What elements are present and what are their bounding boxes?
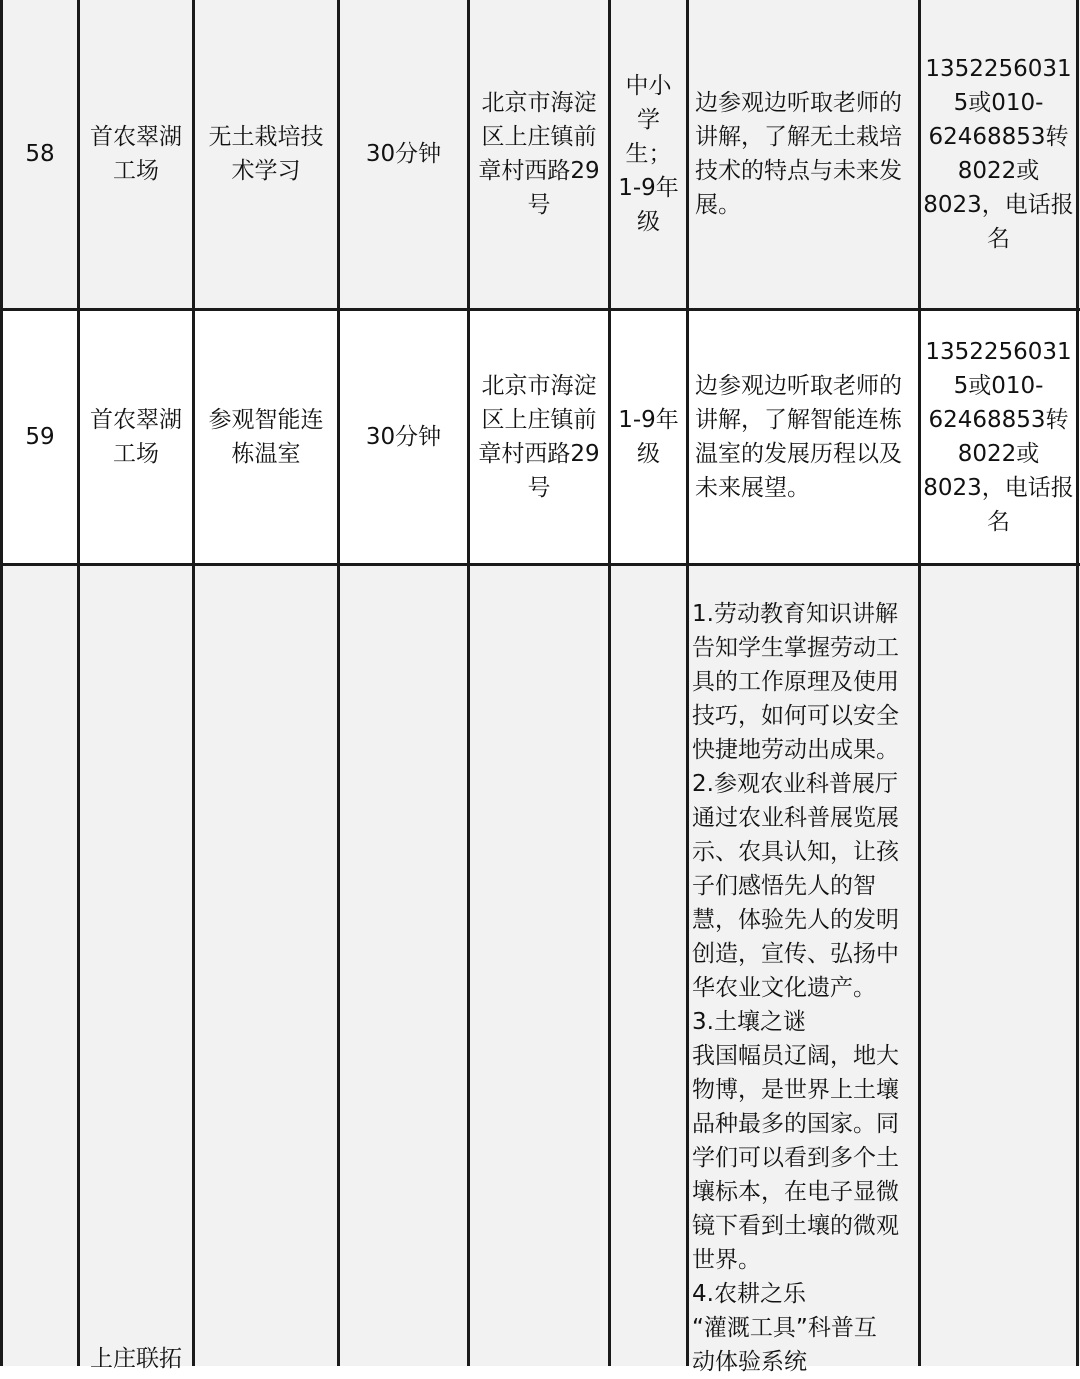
row-58-content: 边参观边听取老师的 讲解，了解无土栽培 技术的特点与未来发 展。 [695,90,902,218]
row-59-number: 59 [25,424,55,450]
row-58-contact: 1352256031 5或010- 62468853转 8022或 8023，电话报 名 [923,56,1074,252]
row-58-venue: 首农翠湖 工场 [90,124,182,184]
row-59-course: 参观智能连 栋温室 [208,407,324,467]
column-divider [1076,0,1079,1366]
row-58-address: 北京市海淀 区上庄镇前 章村西路29 号 [478,90,600,218]
row-60-content: 1.劳动教育知识讲解 告知学生掌握劳动工 具的工作原理及使用 技巧，如何可以安全 快捷地劳动出成果。 2.参观农业科普展厅 通过农业科普展览展 示、农具认知，让孩 子们感悟先人的智 慧，体验先人的发明 创造，宣传、弘扬中 华农业文化遗产。 3.土壤之谜 我国幅员辽阔，地大 物博，是世界上土壤 品种最多的国家。同 学们可以看到多个土 壤标本，在电子显微 镜下看到土壤的微观 世界。 4.农耕之乐 “灌溉工具”科普互 动体验系统 [692,601,899,1375]
row-58-course: 无土栽培技 术学习 [208,124,324,184]
row-59-contact: 1352256031 5或010- 62468853转 8022或 8023，电话报 名 [923,339,1074,535]
row-divider [0,563,1080,566]
row-58-grade: 中小 学 生； 1-9年 级 [618,73,679,235]
row-59-content: 边参观边听取老师的 讲解，了解智能连栋 温室的发展历程以及 未来展望。 [695,373,902,501]
row-59-address: 北京市海淀 区上庄镇前 章村西路29 号 [478,373,600,501]
row-59-grade: 1-9年 级 [618,407,679,467]
row-58-duration: 30分钟 [365,141,442,167]
row-59-duration: 30分钟 [365,424,442,450]
row-58-number: 58 [25,141,55,167]
row-60-venue-partial: 上庄联拓 [90,1346,182,1372]
row-59-venue: 首农翠湖 工场 [90,407,182,467]
